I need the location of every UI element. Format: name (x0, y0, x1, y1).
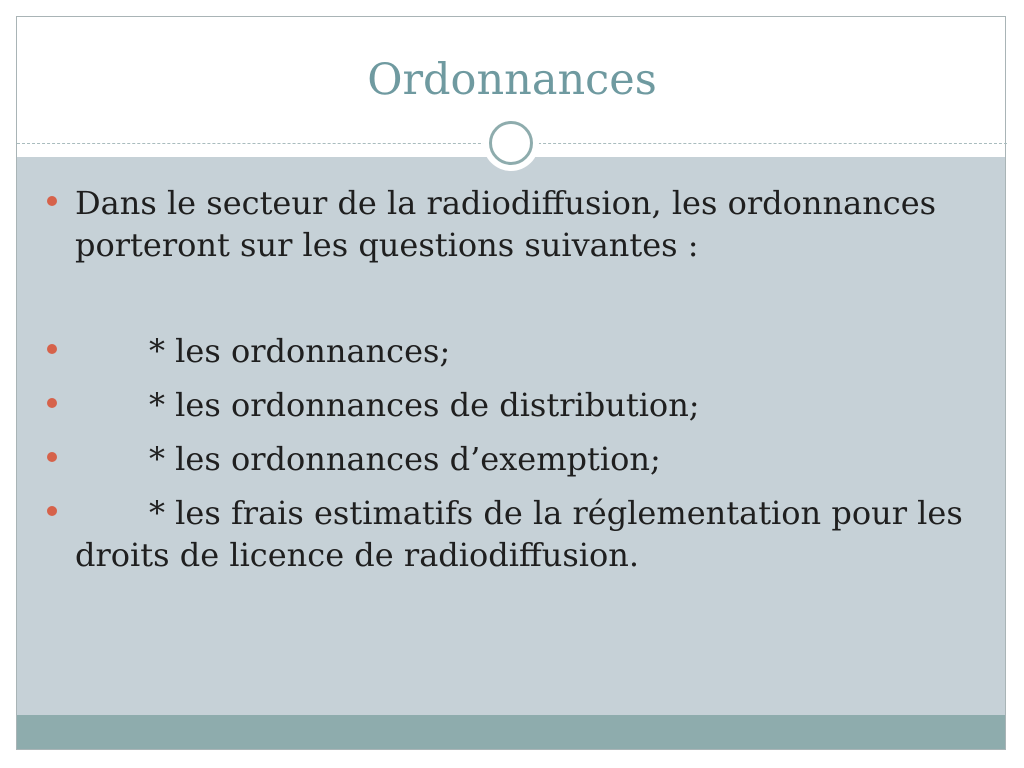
bullet-item (47, 438, 987, 480)
bullet-text: * les ordonnances d’exemption; (149, 440, 661, 478)
bullet-dot-icon (47, 344, 57, 354)
slide (16, 16, 1006, 750)
bullet-dot-icon (47, 452, 57, 462)
circle-ornament-icon (483, 115, 539, 171)
bullet-text: * les frais estimatifs de la réglementation pour les droits de licence de radiodiffusion. (75, 494, 963, 574)
bullet-dot-icon (47, 506, 57, 516)
slide-title: Ordonnances (367, 54, 657, 105)
bullet-item (47, 330, 987, 372)
bullet-dot-icon (47, 398, 57, 408)
bullet-text: * les ordonnances; (149, 332, 451, 370)
bullet-list (47, 182, 987, 576)
bullet-item (47, 182, 987, 266)
bullet-text: * les ordonnances de distribution; (149, 386, 700, 424)
bullet-dot-icon (47, 196, 57, 206)
bullet-item (47, 492, 987, 576)
footer-band (17, 715, 1005, 749)
circle-ring (489, 121, 533, 165)
bullet-text: Dans le secteur de la radiodiffusion, les ordonnances porteront sur les questions suivantes : (75, 184, 937, 264)
bullet-item (47, 384, 987, 426)
